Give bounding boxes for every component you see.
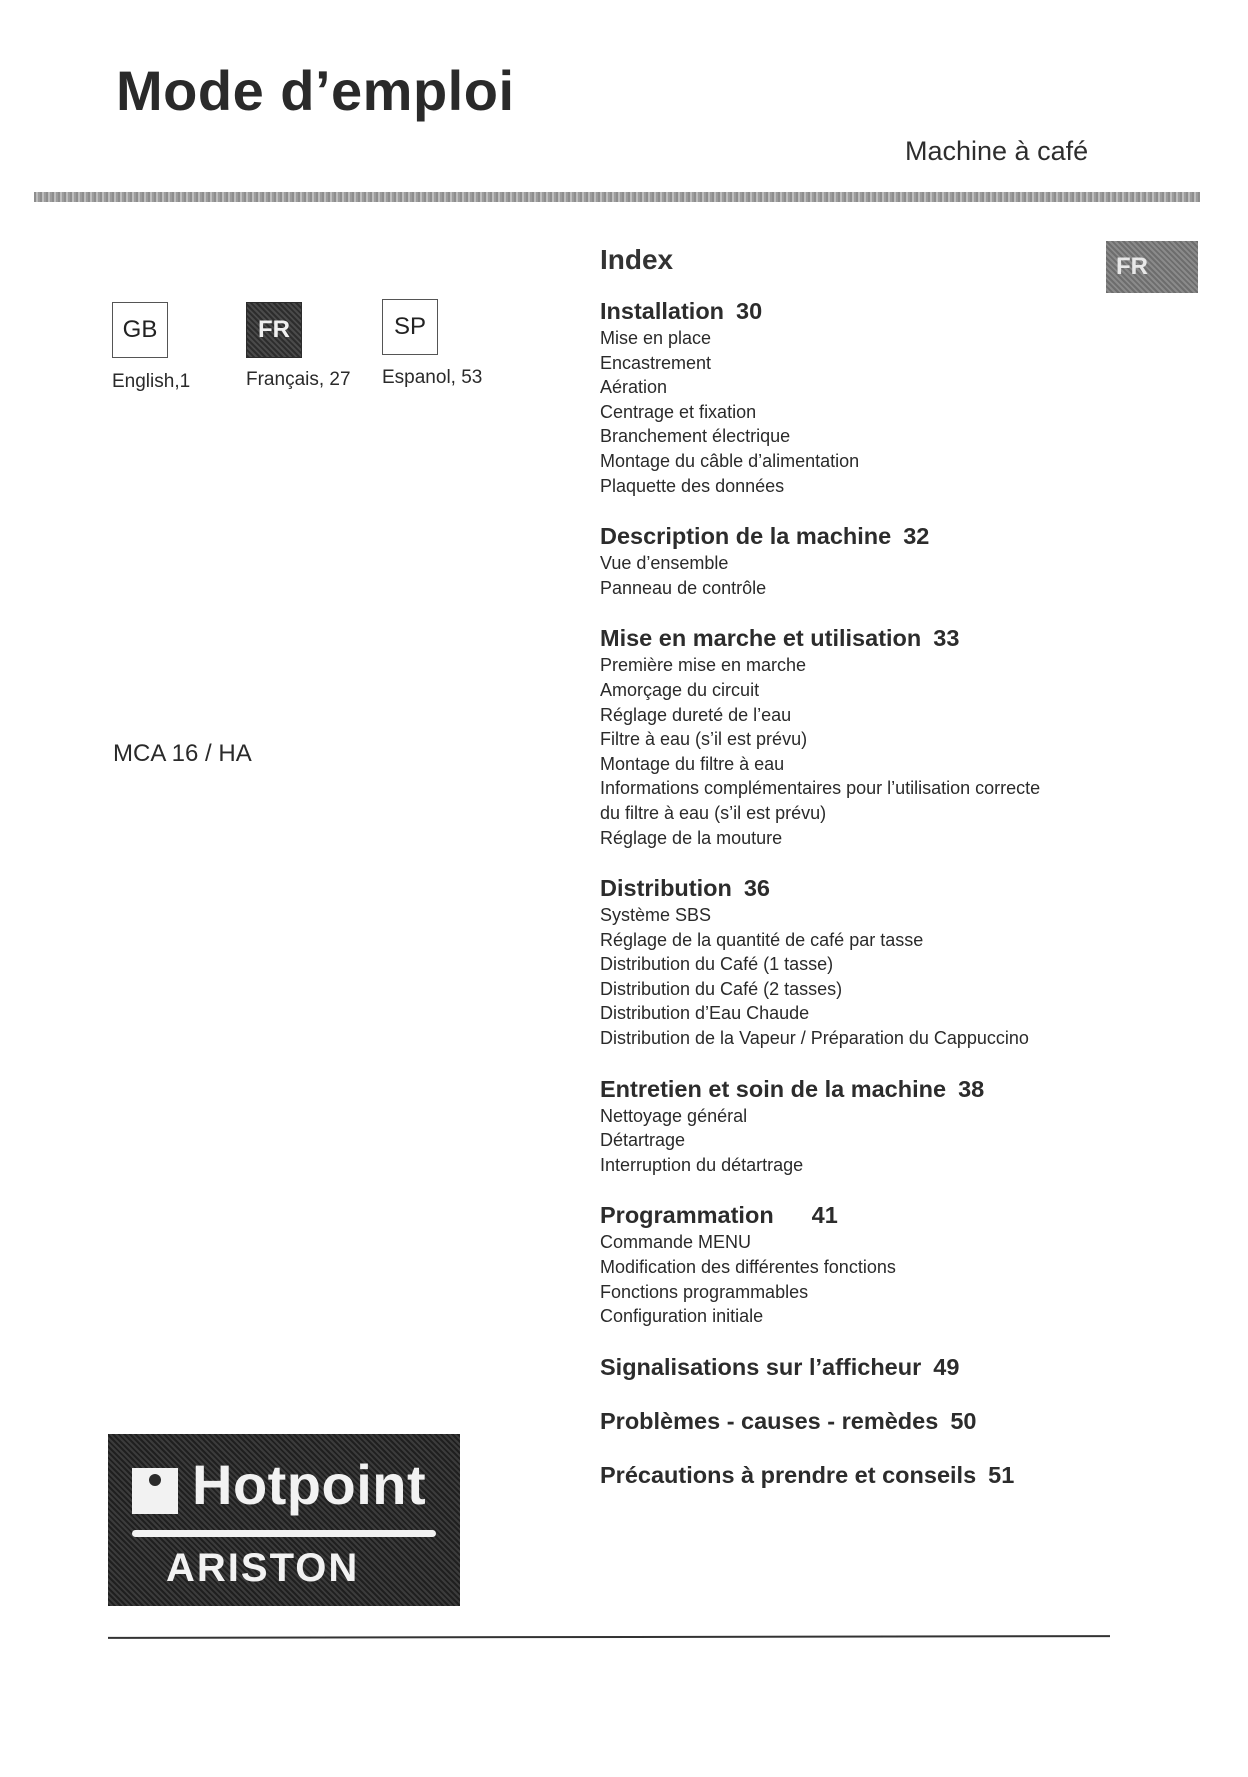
language-badge: FR <box>1106 241 1198 293</box>
toc-section-programmation <box>600 1200 1120 1328</box>
toc-section-entretien <box>600 1074 1120 1178</box>
brand-logo <box>108 1434 460 1606</box>
toc-item[interactable]: Fonctions programmables <box>600 1281 809 1302</box>
toc-item[interactable]: Montage du filtre à eau <box>600 753 785 774</box>
toc-heading-label: Programmation <box>600 1202 774 1229</box>
index-title: Index <box>600 244 674 275</box>
toc-page-number: 30 <box>736 298 763 324</box>
toc-page-number: 32 <box>903 523 930 550</box>
model-number: MCA 16 / HA <box>113 740 252 767</box>
toc-item[interactable]: Réglage de la quantité de café par tasse <box>600 929 924 950</box>
toc-item[interactable]: Distribution de la Vapeur / Préparation du Cappuccino <box>600 1028 1029 1049</box>
lang-box-gb[interactable]: GB <box>112 302 168 358</box>
lang-label-fr[interactable]: Français, 27 <box>246 369 351 390</box>
toc-heading-label: Signalisations sur l’afficheur <box>600 1353 922 1380</box>
toc-section-installation <box>600 296 1120 498</box>
toc-item[interactable]: Informations complémentaires pour l’utilisation correcte <box>600 778 1041 799</box>
logo-brand-sub: ARISTON <box>166 1546 360 1590</box>
toc-item[interactable]: Distribution du Café (2 tasses) <box>600 978 843 999</box>
toc-heading[interactable] <box>600 1074 1120 1104</box>
table-of-contents <box>600 296 1120 1514</box>
logo-brand-name: Hotpoint <box>192 1453 427 1516</box>
toc-item[interactable]: Aération <box>600 377 668 398</box>
toc-heading[interactable] <box>600 623 1120 653</box>
toc-page-number: 41 <box>811 1202 838 1229</box>
toc-heading-label: Description de la machine <box>600 523 892 550</box>
toc-item[interactable]: Filtre à eau (s’il est prévu) <box>600 729 808 750</box>
toc-section-problemes <box>600 1406 1120 1436</box>
toc-page-number: 49 <box>933 1353 960 1380</box>
toc-item[interactable]: Branchement électrique <box>600 426 791 447</box>
toc-heading[interactable] <box>600 1406 1120 1436</box>
toc-item[interactable]: Configuration initiale <box>600 1306 764 1327</box>
toc-heading[interactable] <box>600 296 1120 326</box>
toc-heading[interactable] <box>600 1200 1120 1230</box>
toc-heading[interactable] <box>600 873 1120 903</box>
toc-heading-label: Installation <box>600 298 725 324</box>
toc-item[interactable]: Vue d’ensemble <box>600 553 729 574</box>
toc-item[interactable]: Commande MENU <box>600 1232 752 1253</box>
toc-section-description <box>600 521 1120 600</box>
lang-box-fr[interactable]: FR <box>246 302 302 358</box>
toc-heading-label: Mise en marche et utilisation <box>600 625 922 652</box>
page-title: Mode d’emploi <box>116 59 515 122</box>
toc-item[interactable]: Première mise en marche <box>600 655 807 676</box>
lang-box-sp[interactable]: SP <box>382 299 438 355</box>
toc-item[interactable]: Panneau de contrôle <box>600 577 767 598</box>
toc-section-precautions <box>600 1460 1120 1490</box>
toc-item[interactable]: Nettoyage général <box>600 1105 748 1126</box>
toc-page-number: 51 <box>988 1461 1015 1488</box>
toc-heading-label: Précautions à prendre et conseils <box>600 1461 977 1488</box>
toc-item[interactable]: Distribution d’Eau Chaude <box>600 1003 810 1024</box>
toc-item[interactable]: du filtre à eau (s’il est prévu) <box>600 802 827 823</box>
toc-item[interactable]: Interruption du détartrage <box>600 1154 804 1175</box>
toc-heading-label: Problèmes - causes - remèdes <box>600 1407 939 1434</box>
toc-heading-label: Entretien et soin de la machine <box>600 1075 947 1102</box>
toc-item[interactable]: Système SBS <box>600 905 712 926</box>
toc-item[interactable]: Amorçage du circuit <box>600 679 760 700</box>
logo-divider <box>132 1530 436 1537</box>
toc-heading[interactable] <box>600 521 1120 551</box>
toc-item[interactable]: Détartrage <box>600 1130 686 1151</box>
toc-section-distribution <box>600 873 1120 1051</box>
toc-heading-label: Distribution <box>600 875 732 902</box>
toc-item[interactable]: Plaquette des données <box>600 475 785 496</box>
toc-item[interactable]: Montage du câble d’alimentation <box>600 450 860 471</box>
toc-page-number: 50 <box>950 1407 977 1434</box>
toc-page-number: 33 <box>933 625 960 652</box>
toc-page-number: 38 <box>958 1075 985 1102</box>
toc-item[interactable]: Encastrement <box>600 352 712 373</box>
toc-item[interactable]: Modification des différentes fonctions <box>600 1257 896 1278</box>
toc-item[interactable]: Réglage de la mouture <box>600 827 783 848</box>
logo-square-icon <box>132 1468 178 1514</box>
toc-item[interactable]: Distribution du Café (1 tasse) <box>600 954 834 975</box>
toc-heading[interactable] <box>600 1352 1120 1382</box>
footer-divider <box>108 1635 1110 1639</box>
toc-item[interactable]: Réglage dureté de l’eau <box>600 704 792 725</box>
page-subtitle: Machine à café <box>905 136 1089 166</box>
header-divider <box>34 192 1200 202</box>
toc-item[interactable]: Centrage et fixation <box>600 401 757 422</box>
toc-section-signalisations <box>600 1352 1120 1382</box>
toc-section-mise-en-marche <box>600 623 1120 850</box>
toc-heading[interactable] <box>600 1460 1120 1490</box>
lang-label-gb[interactable]: English,1 <box>112 371 191 392</box>
toc-item[interactable]: Mise en place <box>600 328 712 348</box>
lang-label-sp[interactable]: Espanol, 53 <box>382 367 483 388</box>
toc-page-number: 36 <box>743 875 770 902</box>
